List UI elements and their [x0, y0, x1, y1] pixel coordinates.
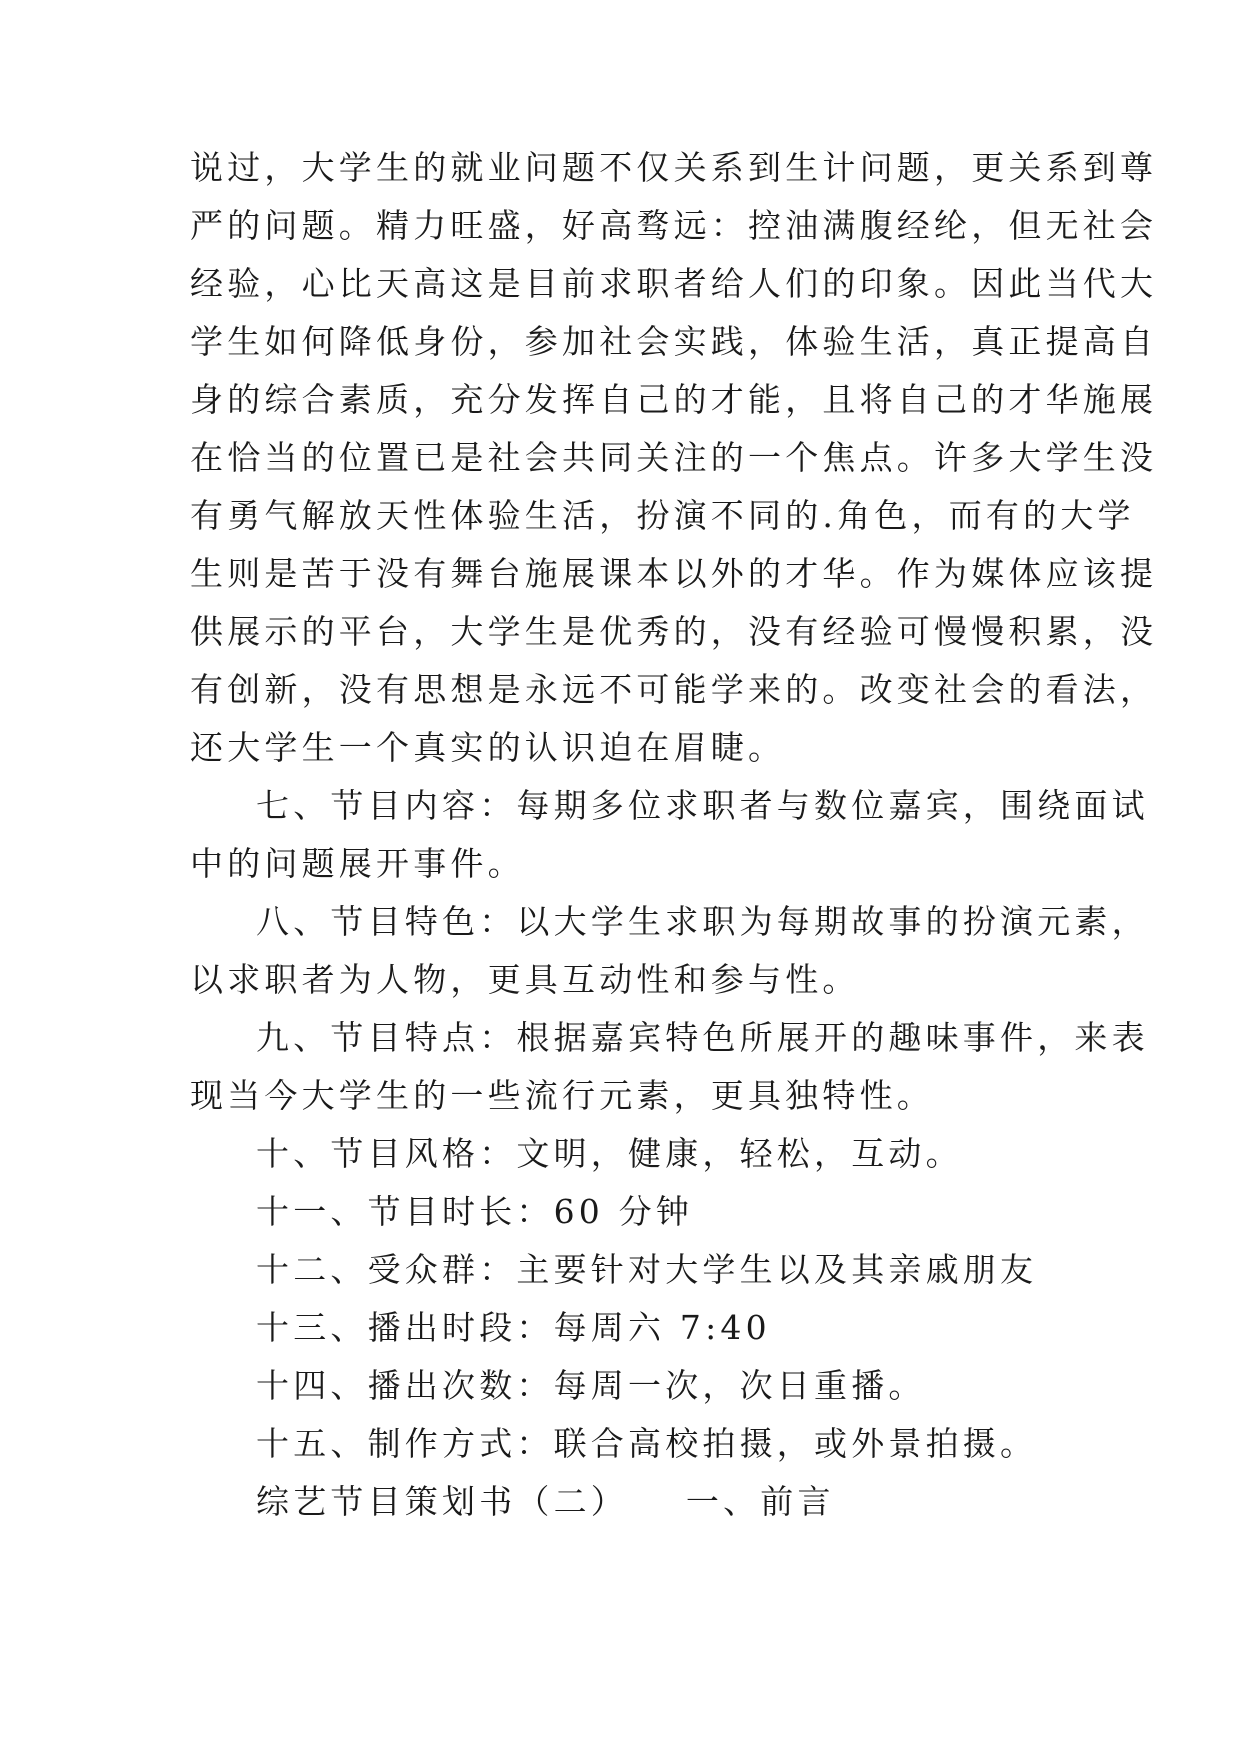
- text-line: 在恰当的位置已是社会共同关注的一个焦点。许多大学生没: [190, 438, 1158, 477]
- section-12: 十二、受众群：主要针对大学生以及其亲戚朋友: [256, 1250, 1038, 1289]
- text-line: 说过，大学生的就业问题不仅关系到生计问题，更关系到尊: [190, 148, 1158, 187]
- section-11: 十一、节目时长：60 分钟: [256, 1192, 694, 1231]
- section-8-heading: 八、节目特色：以大学生求职为每期故事的扮演元素，: [256, 902, 1149, 941]
- text-line: 严的问题。精力旺盛，好高骛远：控油满腹经纶，但无社会: [190, 206, 1158, 245]
- text-line: 有创新，没有思想是永远不可能学来的。改变社会的看法，: [190, 670, 1158, 709]
- text-line: 生则是苦于没有舞台施展课本以外的才华。作为媒体应该提: [190, 554, 1158, 593]
- text-line: 有勇气解放天性体验生活，扮演不同的.角色，而有的大学: [190, 496, 1135, 535]
- text-line: 学生如何降低身份，参加社会实践，体验生活，真正提高自: [190, 322, 1158, 361]
- text-line: 经验，心比天高这是目前求职者给人们的印象。因此当代大: [190, 264, 1158, 303]
- section-7-heading: 七、节目内容：每期多位求职者与数位嘉宾，围绕面试: [256, 786, 1149, 825]
- text-line: 以求职者为人物，更具互动性和参与性。: [190, 960, 860, 999]
- text-line: 现当今大学生的一些流行元素，更具独特性。: [190, 1076, 934, 1115]
- section-10: 十、节目风格：文明，健康，轻松，互动。: [256, 1134, 963, 1173]
- section-14: 十四、播出次数：每周一次，次日重播。: [256, 1366, 926, 1405]
- text-line: 中的问题展开事件。: [190, 844, 525, 883]
- section-9-heading: 九、节目特点：根据嘉宾特色所展开的趣味事件，来表: [256, 1018, 1149, 1057]
- text-line: 还大学生一个真实的认识迫在眉睫。: [190, 728, 786, 767]
- text-line: 供展示的平台，大学生是优秀的，没有经验可慢慢积累，没: [190, 612, 1158, 651]
- section-15: 十五、制作方式：联合高校拍摄，或外景拍摄。: [256, 1424, 1038, 1463]
- second-plan-heading: 综艺节目策划书（二） 一、前言: [256, 1482, 835, 1521]
- section-13: 十三、播出时段：每周六 7:40: [256, 1308, 771, 1347]
- text-line: 身的综合素质，充分发挥自己的才能，且将自己的才华施展: [190, 380, 1158, 419]
